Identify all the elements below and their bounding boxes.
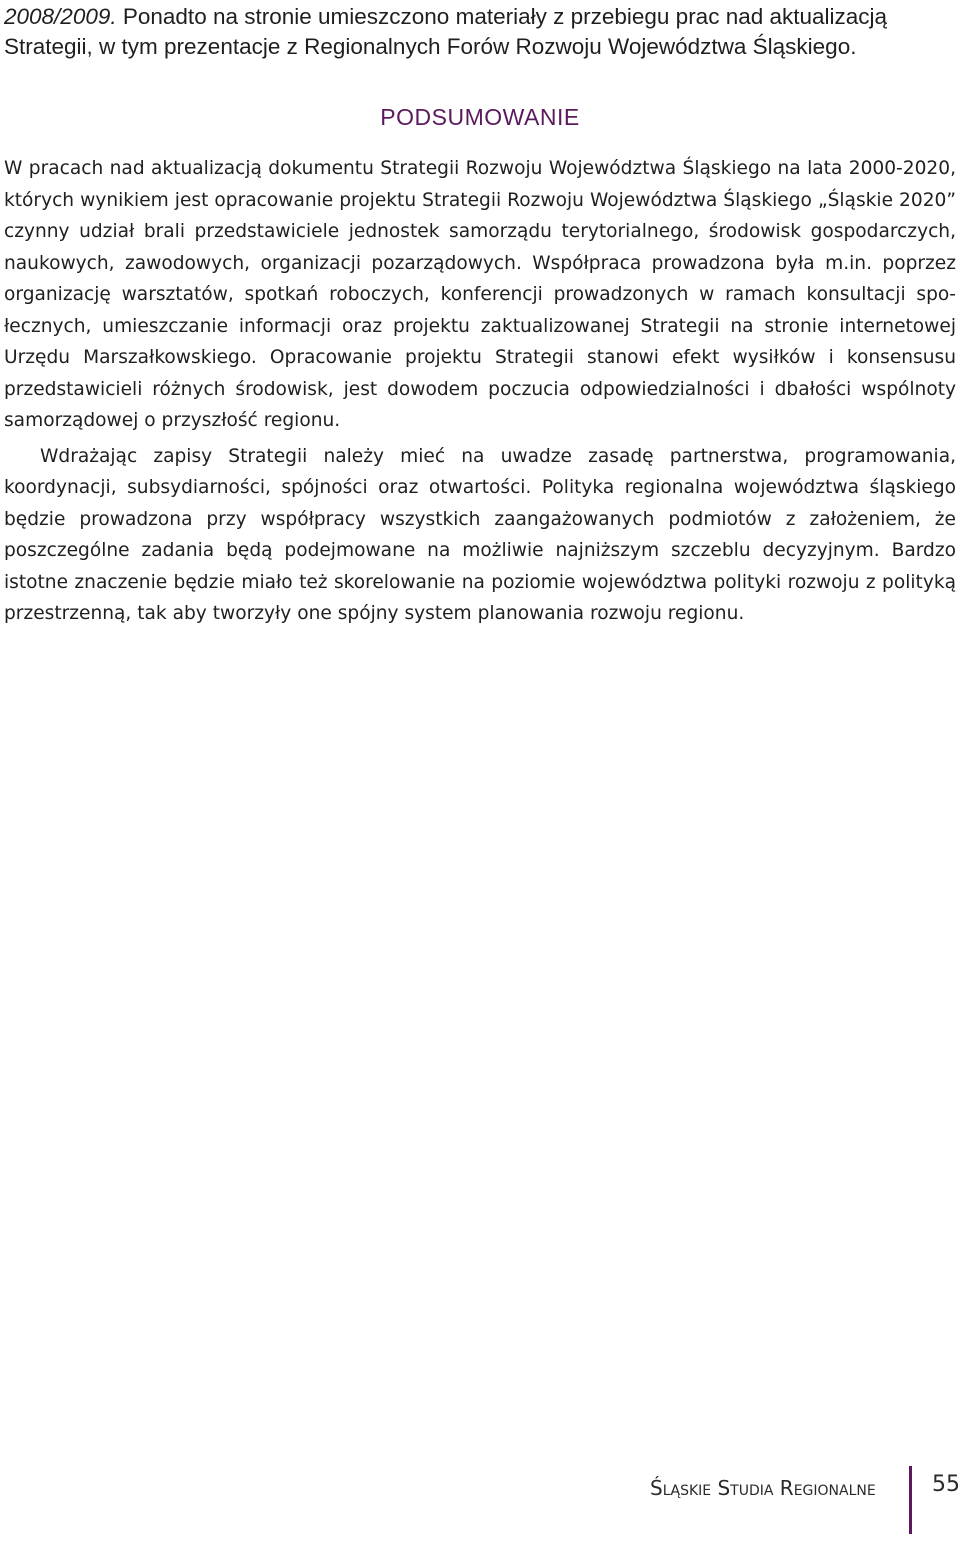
body-paragraph-2: Wdrażając zapisy Strategii należy mieć na uwadze zasadę partnerstwa, programowania, koordynacji, subsydiarności, spójności oraz otwartości. Polityka regionalna województwa śląskiego będzie prowadzona przy współpracy wszystkich zaangażowanych podmiotów z założeniem, że poszczególne zadania będą podejmowane na możliwie najniższym szczeblu decyzyjnym. Bardzo istotne znaczenie będzie miało też skorelowanie na poziomie województwa polityki rozwoju z polityką przestrzenną, tak aby tworzyły one spójny system planowania rozwoju regionu. — [4, 445, 956, 624]
intro-text: Ponadto na stronie umieszczono materiały z przebiegu prac nad aktualizacją Strategii, w tym prezentacje z Regionalnych Forów Rozwoju Województwa Śląskiego. — [4, 4, 888, 59]
section-body — [4, 153, 956, 634]
journal-name: Śląskie Studia Regionalne — [650, 1476, 876, 1500]
section-heading: PODSUMOWANIE — [380, 104, 580, 130]
body-paragraph-1: W pracach nad aktualizacją dokumentu Strategii Rozwoju Województwa Śląskiego na lata 2000-2020, których wynikiem jest opracowanie projektu Strategii Rozwoju Województwa Śląskiego „Śląskie 2020” czynny udział brali przedstawiciele jednostek samorządu terytorialnego, środowisk gospodarczych, naukowych, zawodowych, organizacji pozarządowych. Współpraca prowadzona była m.in. poprzez organizację warsztatów, spotkań roboczych, konferencji prowadzonych w ramach konsultacji społecznych, umieszczanie informacji oraz projektu zaktualizowanej Strategii na stronie internetowej Urzędu Marszałkowskiego. Opracowanie projektu Strategii stanowi efekt wysiłków i konsensusu przedstawicieli różnych środowisk, jest dowodem poczucia odpowiedzialności i dbałości wspólnoty samorządowej o przyszłość regionu. — [4, 158, 956, 431]
footer-divider — [909, 1466, 912, 1534]
intro-year-reference: 2008/2009. — [4, 4, 117, 29]
intro-paragraph — [4, 2, 956, 62]
page-footer — [650, 1466, 960, 1536]
page-number: 55 — [932, 1472, 960, 1497]
